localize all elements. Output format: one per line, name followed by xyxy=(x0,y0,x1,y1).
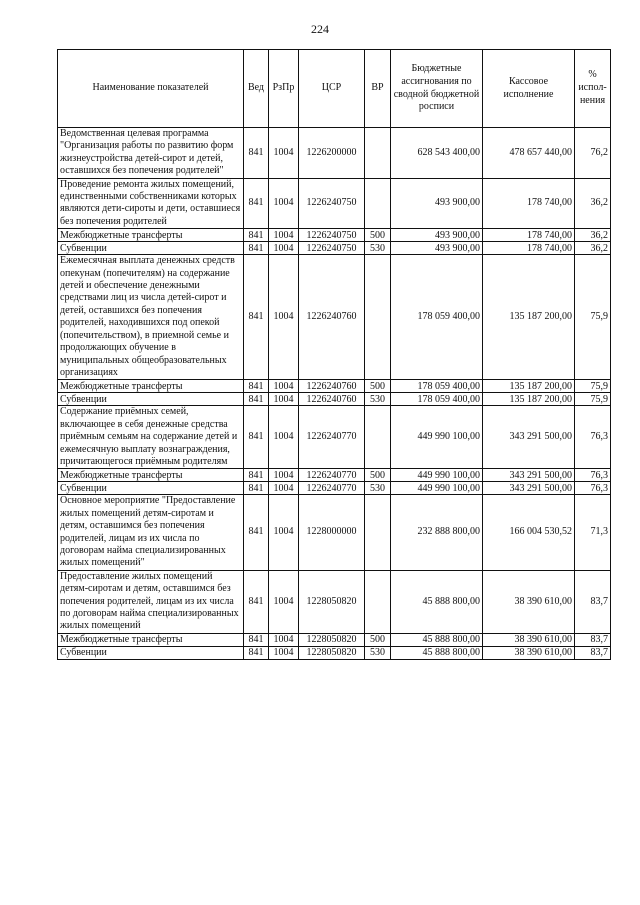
row-rzpr: 1004 xyxy=(269,495,299,570)
row-cash: 178 740,00 xyxy=(483,229,575,242)
row-budget: 628 543 400,00 xyxy=(391,128,483,179)
row-cash: 343 291 500,00 xyxy=(483,406,575,469)
row-ved: 841 xyxy=(244,393,269,406)
row-budget: 178 059 400,00 xyxy=(391,255,483,380)
row-budget: 493 900,00 xyxy=(391,178,483,229)
table-row xyxy=(58,482,611,495)
table-row xyxy=(58,380,611,393)
row-vr: 530 xyxy=(365,482,391,495)
row-csr: 1226240760 xyxy=(299,380,365,393)
row-cash: 38 390 610,00 xyxy=(483,646,575,659)
row-vr xyxy=(365,495,391,570)
row-rzpr: 1004 xyxy=(269,229,299,242)
row-percent: 76,3 xyxy=(575,482,611,495)
row-csr: 1228050820 xyxy=(299,633,365,646)
row-ved: 841 xyxy=(244,633,269,646)
header-cash: Кассовое исполнение xyxy=(483,50,575,128)
row-rzpr: 1004 xyxy=(269,482,299,495)
row-ved: 841 xyxy=(244,255,269,380)
row-vr xyxy=(365,255,391,380)
row-budget: 449 990 100,00 xyxy=(391,469,483,482)
row-budget: 449 990 100,00 xyxy=(391,406,483,469)
row-ved: 841 xyxy=(244,570,269,633)
row-percent: 76,3 xyxy=(575,469,611,482)
row-name: Межбюджетные трансферты xyxy=(58,380,244,393)
row-name: Предоставление жилых помещений детям-сиротам и детям, оставшимся без попечения родителей, лицам из их числа по договорам найма специализированных жилых помещений xyxy=(58,570,244,633)
table-row xyxy=(58,393,611,406)
header-ved: Вед xyxy=(244,50,269,128)
table-row xyxy=(58,406,611,469)
row-name: Содержание приёмных семей, включающее в себя денежные средства приёмным семьям на содержание детей и ежемесячную выплату вознаграждения, причитающегося приёмным родителям xyxy=(58,406,244,469)
row-ved: 841 xyxy=(244,646,269,659)
table-row xyxy=(58,242,611,255)
row-rzpr: 1004 xyxy=(269,570,299,633)
row-budget: 178 059 400,00 xyxy=(391,393,483,406)
row-budget: 45 888 800,00 xyxy=(391,570,483,633)
row-cash: 38 390 610,00 xyxy=(483,633,575,646)
row-budget: 449 990 100,00 xyxy=(391,482,483,495)
row-cash: 478 657 440,00 xyxy=(483,128,575,179)
row-ved: 841 xyxy=(244,406,269,469)
table-row xyxy=(58,570,611,633)
row-percent: 75,9 xyxy=(575,255,611,380)
row-csr: 1226240760 xyxy=(299,255,365,380)
header-percent: % испол-нения xyxy=(575,50,611,128)
row-cash: 178 740,00 xyxy=(483,178,575,229)
row-rzpr: 1004 xyxy=(269,128,299,179)
row-csr: 1228050820 xyxy=(299,646,365,659)
row-csr: 1228050820 xyxy=(299,570,365,633)
row-csr: 1226240750 xyxy=(299,229,365,242)
table-row xyxy=(58,255,611,380)
row-rzpr: 1004 xyxy=(269,393,299,406)
row-ved: 841 xyxy=(244,178,269,229)
row-name: Ежемесячная выплата денежных средств опекунам (попечителям) на содержание детей и обеспечение денежными средствами лиц из числа детей-сирот и детей, оставшихся без попечения родителей, находившихся под опекой (попечительством), в приемной семье и продолжающих обучение в муниципальных общеобразовательных организациях xyxy=(58,255,244,380)
header-budget: Бюджетные ассигнования по сводной бюджетной росписи xyxy=(391,50,483,128)
row-budget: 232 888 800,00 xyxy=(391,495,483,570)
row-name: Субвенции xyxy=(58,646,244,659)
row-ved: 841 xyxy=(244,482,269,495)
row-name: Субвенции xyxy=(58,482,244,495)
row-cash: 166 004 530,52 xyxy=(483,495,575,570)
row-vr: 530 xyxy=(365,393,391,406)
row-percent: 83,7 xyxy=(575,570,611,633)
row-percent: 36,2 xyxy=(575,229,611,242)
row-name: Субвенции xyxy=(58,393,244,406)
row-csr: 1228000000 xyxy=(299,495,365,570)
row-name: Проведение ремонта жилых помещений, единственными собственниками которых являются дети-сироты и дети, оставшиеся без попечения родителей xyxy=(58,178,244,229)
row-name: Ведомственная целевая программа "Организация работы по развитию форм жизнеустройства детей-сирот и детей, оставшихся без попечения родителей" xyxy=(58,128,244,179)
row-csr: 1226240750 xyxy=(299,178,365,229)
row-rzpr: 1004 xyxy=(269,242,299,255)
table-body xyxy=(58,128,611,660)
row-vr: 500 xyxy=(365,380,391,393)
row-vr: 500 xyxy=(365,633,391,646)
row-vr xyxy=(365,406,391,469)
row-rzpr: 1004 xyxy=(269,255,299,380)
row-budget: 493 900,00 xyxy=(391,242,483,255)
row-budget: 45 888 800,00 xyxy=(391,633,483,646)
row-ved: 841 xyxy=(244,242,269,255)
row-ved: 841 xyxy=(244,229,269,242)
row-percent: 75,9 xyxy=(575,393,611,406)
row-rzpr: 1004 xyxy=(269,633,299,646)
row-ved: 841 xyxy=(244,128,269,179)
header-vr: ВР xyxy=(365,50,391,128)
row-ved: 841 xyxy=(244,469,269,482)
table-row xyxy=(58,646,611,659)
row-csr: 1226240770 xyxy=(299,482,365,495)
row-rzpr: 1004 xyxy=(269,406,299,469)
row-vr: 500 xyxy=(365,469,391,482)
row-csr: 1226240770 xyxy=(299,469,365,482)
row-percent: 76,2 xyxy=(575,128,611,179)
row-cash: 135 187 200,00 xyxy=(483,393,575,406)
row-ved: 841 xyxy=(244,380,269,393)
row-csr: 1226240770 xyxy=(299,406,365,469)
row-vr xyxy=(365,178,391,229)
row-cash: 38 390 610,00 xyxy=(483,570,575,633)
row-cash: 135 187 200,00 xyxy=(483,255,575,380)
row-rzpr: 1004 xyxy=(269,469,299,482)
row-percent: 75,9 xyxy=(575,380,611,393)
row-vr: 530 xyxy=(365,646,391,659)
row-name: Межбюджетные трансферты xyxy=(58,469,244,482)
row-csr: 1226200000 xyxy=(299,128,365,179)
row-budget: 493 900,00 xyxy=(391,229,483,242)
row-vr xyxy=(365,570,391,633)
row-percent: 83,7 xyxy=(575,633,611,646)
row-rzpr: 1004 xyxy=(269,380,299,393)
row-name: Межбюджетные трансферты xyxy=(58,229,244,242)
row-vr: 500 xyxy=(365,229,391,242)
row-csr: 1226240760 xyxy=(299,393,365,406)
row-budget: 45 888 800,00 xyxy=(391,646,483,659)
row-budget: 178 059 400,00 xyxy=(391,380,483,393)
table-row xyxy=(58,469,611,482)
row-ved: 841 xyxy=(244,495,269,570)
header-name: Наименование показателей xyxy=(58,50,244,128)
table-row xyxy=(58,633,611,646)
row-percent: 36,2 xyxy=(575,178,611,229)
row-name: Субвенции xyxy=(58,242,244,255)
row-percent: 71,3 xyxy=(575,495,611,570)
row-cash: 178 740,00 xyxy=(483,242,575,255)
row-percent: 36,2 xyxy=(575,242,611,255)
header-csr: ЦСР xyxy=(299,50,365,128)
table-row xyxy=(58,229,611,242)
row-rzpr: 1004 xyxy=(269,646,299,659)
row-cash: 343 291 500,00 xyxy=(483,482,575,495)
row-percent: 83,7 xyxy=(575,646,611,659)
table-row xyxy=(58,178,611,229)
header-rzpr: РзПр xyxy=(269,50,299,128)
row-name: Межбюджетные трансферты xyxy=(58,633,244,646)
row-percent: 76,3 xyxy=(575,406,611,469)
row-vr xyxy=(365,128,391,179)
row-name: Основное мероприятие "Предоставление жилых помещений детям-сиротам и детям, оставшимся без попечения родителей, лицам из их числа по договорам найма специализированных жилых помещений" xyxy=(58,495,244,570)
table-header-row xyxy=(58,50,611,128)
row-rzpr: 1004 xyxy=(269,178,299,229)
page-number: 224 xyxy=(311,22,329,36)
row-vr: 530 xyxy=(365,242,391,255)
row-cash: 343 291 500,00 xyxy=(483,469,575,482)
table-row xyxy=(58,128,611,179)
table-row xyxy=(58,495,611,570)
row-cash: 135 187 200,00 xyxy=(483,380,575,393)
budget-execution-table xyxy=(57,49,611,660)
row-csr: 1226240750 xyxy=(299,242,365,255)
